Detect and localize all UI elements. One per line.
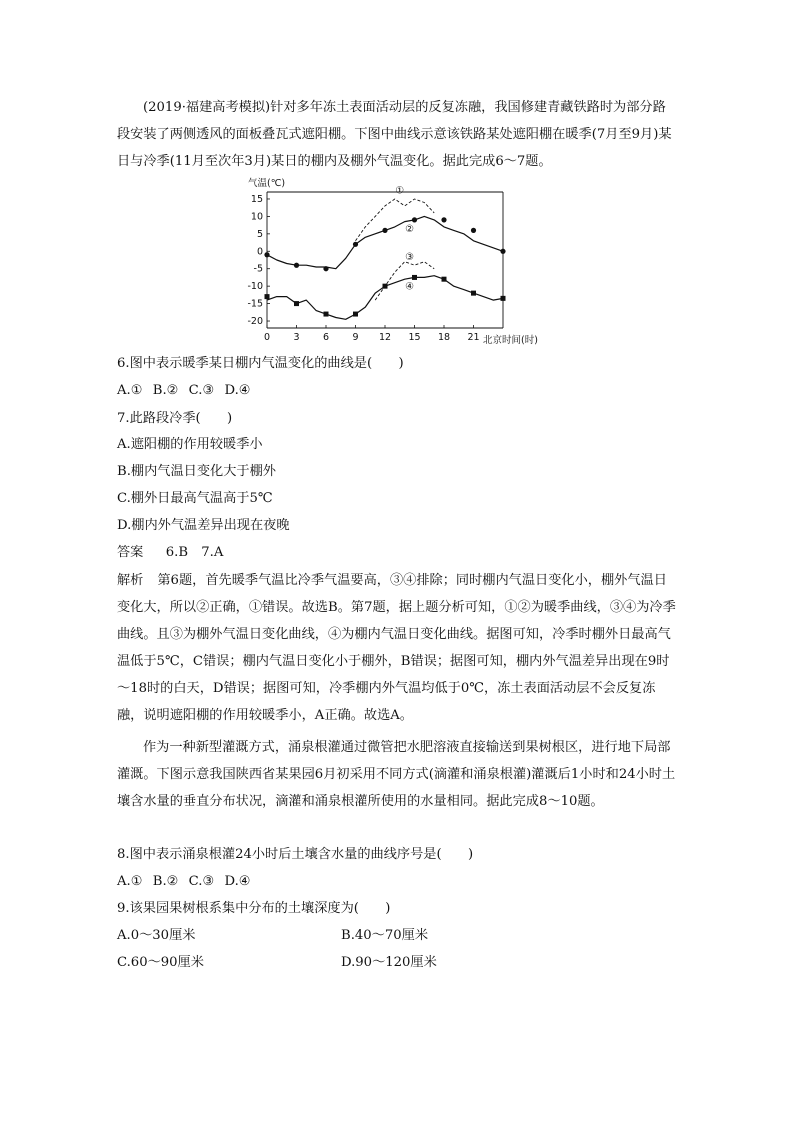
series-marker (264, 252, 269, 257)
series-marker (265, 294, 270, 299)
series-marker (324, 312, 329, 317)
series-marker (383, 284, 388, 289)
series-marker (353, 242, 358, 247)
q8-option-b[interactable]: B.② (152, 874, 179, 889)
series-marker (501, 296, 506, 301)
x-axis-label: 北京时间(时) (483, 335, 538, 346)
series-marker (412, 275, 417, 280)
q6-option-a[interactable]: A.① (117, 383, 143, 398)
series-label-1: ① (395, 185, 405, 197)
x-tick-label: 3 (293, 332, 300, 343)
y-tick-label: 0 (256, 246, 263, 258)
x-tick-label: 12 (378, 332, 392, 343)
y-tick-label: -15 (247, 298, 263, 310)
x-tick-label: 18 (437, 332, 451, 343)
q7-option-c[interactable]: C.棚外日最高气温高于5℃ (117, 491, 273, 506)
y-tick-label: 5 (256, 228, 263, 240)
series-marker (382, 228, 387, 233)
x-tick-label: 21 (467, 332, 480, 343)
series-line-1 (356, 199, 435, 241)
series-marker (471, 291, 476, 296)
q8-option-d[interactable]: D.④ (224, 874, 251, 889)
q9-option-b[interactable]: B.40～70厘米 (341, 928, 429, 943)
q7-option-a[interactable]: A.遮阳棚的作用较暖季小 (117, 437, 263, 452)
series-label-3: ③ (405, 252, 415, 263)
series-label-4: ④ (405, 281, 415, 293)
q9-option-d[interactable]: D.90～120厘米 (341, 955, 437, 970)
y-tick-label: 15 (250, 193, 263, 205)
x-tick-label: 6 (322, 332, 330, 343)
answer-label: 答案 (117, 545, 144, 560)
q8-stem: 8.图中表示涌泉根灌24小时后土壤含水量的曲线序号是( ) (117, 847, 474, 862)
series-marker (442, 277, 447, 282)
intro-paragraph-1: (2019·福建高考模拟)针对多年冻土表面活动层的反复冻融，我国修建青藏铁路时为部分路段安装了两侧透风的面板叠瓦式遮阳棚。下图中曲线示意该铁路某处遮阳棚在暖季(7月至9月)某日与冷季(11月至次年3月)某日的棚内及棚外气温变化。据此完成6～7题。 (117, 100, 672, 169)
analysis-label: 解析 (117, 573, 144, 588)
answer-line (117, 543, 223, 563)
q8-option-a[interactable]: A.① (117, 874, 143, 889)
q8-options (117, 872, 257, 892)
series-line-4 (267, 276, 503, 320)
q9-stem: 9.该果园果树根系集中分布的土壤深度为( ) (117, 901, 391, 916)
intro-paragraph-2: 作为一种新型灌溉方式，涌泉根灌通过微管把水肥溶液直接输送到果树根区，进行地下局部灌溉。下图示意我国陕西省某果园6月初采用不同方式(滴灌和涌泉根灌)灌溉后1小时和24小时土壤含水量的垂直分布状况，滴灌和涌泉根灌所使用的水量相同。据此完成8～10题。 (117, 740, 676, 809)
q6-stem: 6.图中表示暖季某日棚内气温变化的曲线是( ) (117, 356, 404, 371)
temperature-chart (238, 172, 558, 350)
q7-option-b[interactable]: B.棚内气温日变化大于棚外 (117, 464, 276, 479)
series-marker (353, 312, 358, 317)
series-marker (294, 301, 299, 306)
analysis-text: 第6题，首先暖季气温比冷季气温要高，③④排除；同时棚内气温日变化小，棚外气温日变化大，所以②正确，①错误。故选B。第7题，据上题分析可知，①②为暖季曲线，③④为冷季曲线。且③为棚外气温日变化曲线，④为棚内气温日变化曲线。据图可知，冷季时棚外日最高气温低于5℃，C错误；棚内气温日变化小于棚外，B错误；据图可知，棚内外气温差异出现在9时～18时的白天，D错误；据图可知，冷季棚内外气温均低于0℃，冻土表面活动层不会反复冻融，说明遮阳棚的作用较暖季小，A正确。故选A。 (117, 573, 676, 723)
series-marker (500, 249, 505, 254)
series-marker (412, 217, 417, 222)
y-tick-label: -20 (247, 316, 263, 328)
q8-option-c[interactable]: C.③ (188, 874, 215, 889)
series-label-2: ② (405, 224, 415, 236)
series-marker (323, 266, 328, 271)
y-tick-label: -5 (253, 263, 263, 275)
series-line-2 (267, 216, 503, 268)
q6-option-d[interactable]: D.④ (224, 383, 251, 398)
answer-value: 6.B 7.A (165, 545, 224, 560)
x-tick-label: 15 (408, 332, 421, 343)
q6-option-b[interactable]: B.② (152, 383, 179, 398)
q7-option-d[interactable]: D.棚内外气温差异出现在夜晚 (117, 518, 290, 533)
series-marker (441, 217, 446, 222)
x-tick-label: 0 (263, 332, 271, 343)
y-tick-label: 10 (250, 211, 263, 223)
x-tick-label: 9 (352, 332, 359, 343)
series-marker (294, 263, 299, 268)
y-axis-label: 气温(℃) (248, 178, 286, 189)
q9-option-a[interactable]: A.0～30厘米 (117, 928, 196, 943)
y-tick-label: -10 (247, 281, 263, 293)
q9-option-c[interactable]: C.60～90厘米 (117, 955, 204, 970)
analysis-paragraph (117, 567, 677, 729)
series-marker (471, 228, 476, 233)
q6-option-c[interactable]: C.③ (188, 383, 215, 398)
q7-stem: 7.此路段冷季( ) (117, 411, 233, 426)
q6-options (117, 381, 257, 401)
